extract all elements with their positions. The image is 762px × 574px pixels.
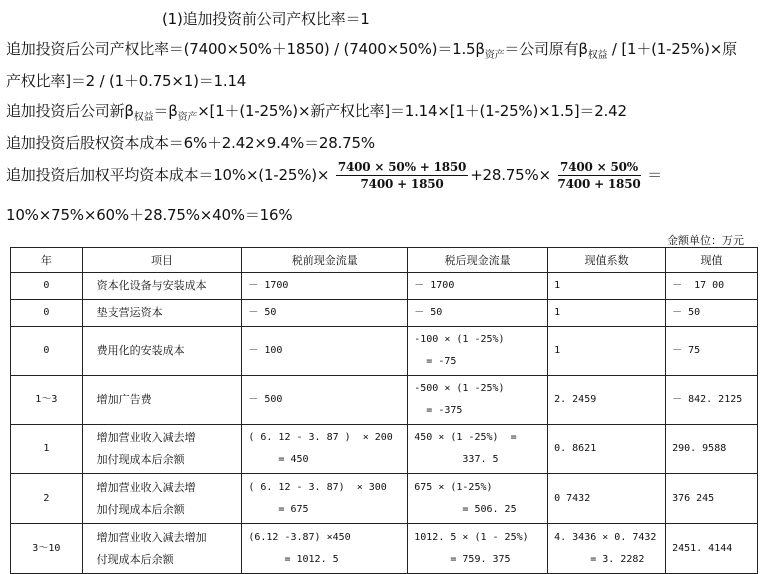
present-value-cell-line: 376 245 (672, 492, 715, 504)
after-tax-cell-line: = 506. 25 (414, 503, 517, 515)
after-tax-cell (408, 376, 548, 425)
header-pre-tax-cash-flow: 税前现金流量 (242, 248, 408, 273)
year-cell-line: 0 (43, 345, 50, 356)
fraction-2-denominator: 7400 + 1850 (557, 177, 641, 191)
line-4-part-a: 追加投资后公司新β (6, 102, 134, 120)
text-line-3 (6, 70, 246, 91)
line-2-subscript-2: 权益 (587, 50, 608, 61)
year-cell (11, 376, 83, 425)
year-cell (11, 300, 83, 327)
pre-tax-cell-line: = 675 (248, 503, 309, 515)
line-6-part-b: +28.75%× (470, 166, 551, 184)
present-value-cell-line: － 17 00 (672, 280, 725, 291)
after-tax-cell-line: 337. 5 (414, 454, 499, 465)
line-4-subscript-1: 权益 (133, 112, 154, 123)
line-6-part-c: ＝ (647, 166, 662, 184)
after-tax-cell (408, 273, 548, 300)
year-cell (11, 327, 83, 376)
present-value-cell (666, 273, 758, 300)
item-cell (82, 273, 242, 300)
present-value-cell-line: 290. 9588 (672, 443, 727, 454)
present-value-cell (666, 524, 758, 574)
line-4-part-c: ×[1＋(1-25%)×新产权比率]＝1.14×[1＋(1-25%)×1.5]＝2.42 (197, 102, 627, 120)
after-tax-cell (408, 474, 548, 524)
line-5-text: 追加投资后股权资本成本＝6%＋2.42×9.4%＝28.75% (6, 134, 375, 152)
after-tax-cell (408, 425, 548, 474)
present-value-cell-line: － 50 (672, 307, 701, 318)
pre-tax-cell-line: － 50 (248, 307, 277, 318)
year-cell (11, 273, 83, 300)
present-value-cell (666, 300, 758, 327)
item-cell-line: 加付现成本后余额 (96, 453, 185, 466)
item-cell-line: 增加营业收入减去增加 (96, 530, 207, 544)
item-cell-line: 费用化的安装成本 (96, 344, 185, 357)
item-cell-line: 加付现成本后余额 (96, 502, 185, 516)
pre-tax-cell (242, 273, 408, 300)
item-cell-line: 垫支营运资本 (96, 306, 163, 319)
pre-tax-cell (242, 524, 408, 574)
pre-tax-cell-line: = 450 (248, 454, 309, 465)
fraction-1-denominator: 7400 + 1850 (360, 177, 444, 191)
pv-factor-cell (548, 376, 666, 425)
text-line-2 (6, 38, 737, 59)
pre-tax-cell (242, 474, 408, 524)
present-value-cell-line: － 75 (672, 345, 701, 356)
year-cell (11, 524, 83, 574)
pv-factor-cell-line: 0. 8621 (554, 443, 597, 454)
pre-tax-cell (242, 376, 408, 425)
after-tax-cell (408, 300, 548, 327)
after-tax-cell-line: -100 × (1 -25%) (414, 334, 505, 345)
text-line-6 (6, 160, 662, 191)
item-cell-line: 增加营业收入减去增 (96, 431, 196, 444)
text-line-1 (162, 8, 370, 29)
item-cell (82, 327, 242, 376)
year-cell-line: 1 (43, 443, 50, 454)
after-tax-cell-line: = -75 (414, 356, 457, 367)
fraction-1-numerator: 7400 × 50% + 1850 (337, 160, 467, 174)
after-tax-cell-line: = 759. 375 (414, 553, 511, 565)
item-cell-line: 增加广告费 (96, 393, 152, 406)
pv-factor-cell-line: 0 7432 (554, 492, 591, 504)
table-row (11, 376, 758, 425)
present-value-cell (666, 376, 758, 425)
pv-factor-cell-line: 1 (554, 345, 561, 356)
pv-factor-cell (548, 524, 666, 574)
table-row (11, 273, 758, 300)
pv-factor-cell-line: 1 (554, 280, 561, 291)
header-year: 年 (11, 248, 83, 273)
year-cell-line: 3～10 (32, 542, 61, 554)
item-cell-line: 付现成本后余额 (96, 552, 174, 566)
item-cell (82, 474, 242, 524)
item-cell-line: 增加营业收入减去增 (96, 480, 196, 494)
text-line-5 (6, 132, 375, 153)
line-3-text: 产权比率]＝2 / (1＋0.75×1)＝1.14 (6, 72, 247, 90)
header-present-value: 现值 (666, 248, 758, 273)
item-cell (82, 376, 242, 425)
line-2-part-a: 追加投资后公司产权比率＝(7400×50%＋1850) / (7400×50%)＝1.5β (6, 40, 485, 58)
line-7-text: 10%×75%×60%＋28.75%×40%＝16% (6, 206, 293, 224)
line-6-part-a: 追加投资后加权平均资本成本＝10%×(1-25%)× (6, 166, 330, 184)
pre-tax-cell-line: － 500 (248, 394, 283, 405)
pv-factor-cell (548, 300, 666, 327)
table-row (11, 524, 758, 574)
pv-factor-cell (548, 425, 666, 474)
after-tax-cell (408, 524, 548, 574)
item-cell-line: 资本化设备与安装成本 (96, 279, 207, 292)
fraction-2-numerator: 7400 × 50% (558, 160, 641, 176)
after-tax-cell-line: -500 × (1 -25%) (414, 383, 505, 394)
fraction-1 (336, 160, 468, 191)
pv-factor-cell-line: 2. 2459 (554, 394, 597, 405)
table-row (11, 425, 758, 474)
pre-tax-cell (242, 327, 408, 376)
table-row (11, 474, 758, 524)
after-tax-cell-line: － 50 (414, 307, 443, 318)
pre-tax-cell (242, 300, 408, 327)
pv-factor-cell-line: 4. 3436 × 0. 7432 (554, 531, 657, 543)
year-cell (11, 425, 83, 474)
pv-factor-cell (548, 327, 666, 376)
present-value-cell-line: － 842. 2125 (672, 394, 743, 405)
after-tax-cell-line: = -375 (414, 405, 463, 416)
after-tax-cell-line: 1012. 5 × (1 - 25%) (414, 531, 529, 543)
line-2-subscript-1: 资产 (484, 50, 505, 61)
header-pv-factor: 现值系数 (548, 248, 666, 273)
line-2-part-c: / [1＋(1-25%)×原 (607, 40, 737, 58)
header-item: 项目 (82, 248, 242, 273)
line-4-part-b: ＝β (153, 102, 178, 120)
line-2-part-b: ＝公司原有β (504, 40, 588, 58)
pre-tax-cell-line: ( 6. 12 - 3. 87 ) × 200 (248, 432, 393, 443)
item-cell (82, 300, 242, 327)
year-cell (11, 474, 83, 524)
pre-tax-cell-line: (6.12 -3.87) ×450 (248, 531, 351, 543)
pre-tax-cell-line: － 1700 (248, 280, 289, 291)
cash-flow-table (10, 247, 758, 574)
pre-tax-cell (242, 425, 408, 474)
after-tax-cell-line: － 1700 (414, 280, 455, 291)
pv-factor-cell (548, 474, 666, 524)
line-1-text: (1)追加投资前公司产权比率＝1 (162, 10, 370, 28)
text-line-7 (6, 204, 292, 225)
year-cell-line: 2 (43, 492, 50, 504)
present-value-cell (666, 425, 758, 474)
pv-factor-cell-line: 1 (554, 307, 561, 318)
pv-factor-cell-line: = 3. 2282 (554, 553, 645, 565)
table-row (11, 300, 758, 327)
after-tax-cell (408, 327, 548, 376)
after-tax-cell-line: 675 × (1-25%) (414, 481, 493, 493)
table-header-row (11, 248, 758, 273)
header-after-tax-cash-flow: 税后现金流量 (408, 248, 548, 273)
text-line-4 (6, 100, 627, 121)
pre-tax-cell-line: ( 6. 12 - 3. 87) × 300 (248, 481, 387, 493)
pre-tax-cell-line: = 1012. 5 (248, 553, 339, 565)
pre-tax-cell-line: － 100 (248, 345, 283, 356)
table-row (11, 327, 758, 376)
line-4-subscript-2: 资产 (177, 112, 198, 123)
year-cell-line: 1～3 (35, 394, 58, 405)
unit-label: 金额单位：万元 (667, 234, 744, 247)
year-cell-line: 0 (43, 307, 50, 318)
item-cell (82, 425, 242, 474)
pv-factor-cell (548, 273, 666, 300)
present-value-cell (666, 327, 758, 376)
fraction-2 (558, 160, 641, 191)
item-cell (82, 524, 242, 574)
after-tax-cell-line: 450 × (1 -25%) = (414, 432, 517, 443)
year-cell-line: 0 (43, 280, 50, 291)
present-value-cell-line: 2451. 4144 (672, 542, 733, 554)
present-value-cell (666, 474, 758, 524)
